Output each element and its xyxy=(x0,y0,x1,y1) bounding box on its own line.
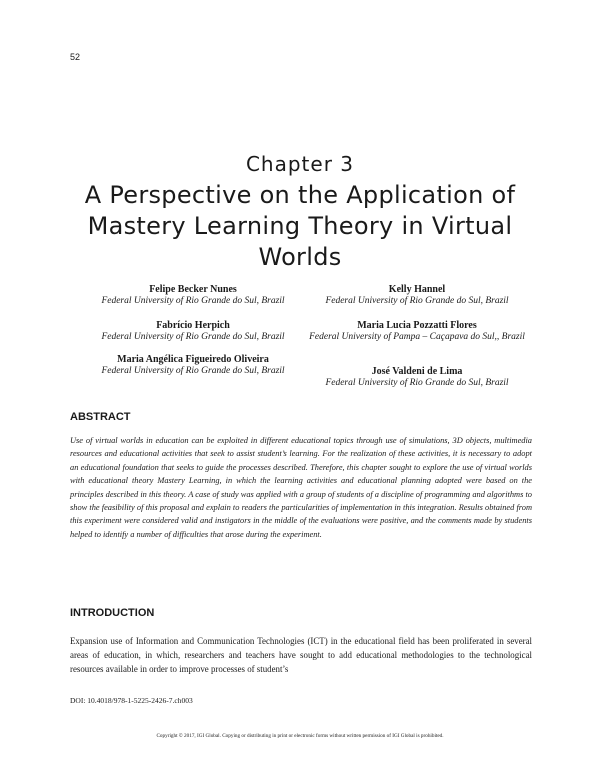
author-affiliation: Federal University of Rio Grande do Sul, Brazil xyxy=(101,296,285,306)
author-affiliation: Federal University of Rio Grande do Sul, Brazil xyxy=(101,366,285,376)
page-number: 52 xyxy=(70,52,81,62)
author-affiliation: Federal University of Rio Grande do Sul, Brazil xyxy=(101,332,285,342)
copyright-notice: Copyright © 2017, IGI Global. Copying or distributing in print or electronic forms without written permission of IGI Global is prohibited. xyxy=(156,733,444,739)
author-affiliation: Federal University of Pampa – Caçapava do Sul,, Brazil xyxy=(309,332,525,342)
introduction-heading: INTRODUCTION xyxy=(70,607,155,619)
introduction-text: Expansion use of Information and Communication Technologies (ICT) in the educational field has been proliferated in several areas of education, in which, researchers and teachers have sought to add educational methodologies to the technological resources available in order to improve processes of student’s xyxy=(70,636,532,674)
author-name: Fabrício Herpich xyxy=(156,320,230,331)
author-name: Maria Lucia Pozzatti Flores xyxy=(357,320,477,331)
author-affiliation: Federal University of Rio Grande do Sul, Brazil xyxy=(325,296,509,306)
abstract-heading: ABSTRACT xyxy=(70,411,131,423)
abstract-text: Use of virtual worlds in education can be exploited in different educational topics through use of simulations, 3D objects, multimedia resources and educational activities that seek to assist student’s learning. For the realization of these activities, it is necessary to adopt an educational foundation that seeks to guide the processes described. Therefore, this chapter sought to explore the use of virtual worlds with educational theory Mastery Learning, in which the learning activities and educational planning adopted were based on the principles described in this theory. A case of study was applied with a group of students of a discipline of programming and algorithms to show the feasibility of this proposal and explain to readers the particularities of implementation in this integration. Results obtained from this experiment were considered valid and instigators in the middle of the evaluations were positive, and the comments made by students helped to identify a number of difficulties that arose during the experiment. xyxy=(70,436,532,539)
doi: DOI: 10.4018/978-1-5225-2426-7.ch003 xyxy=(70,696,193,705)
author-block xyxy=(292,366,542,389)
author-block xyxy=(292,320,542,343)
author-name: José Valdeni de Lima xyxy=(371,366,463,377)
chapter-title: A Perspective on the Application of Mastery Learning Theory in Virtual Worlds xyxy=(84,181,516,271)
author-affiliation: Federal University of Rio Grande do Sul, Brazil xyxy=(325,378,509,388)
author-block xyxy=(68,354,318,377)
author-block xyxy=(292,284,542,307)
chapter-label: Chapter 3 xyxy=(245,152,355,176)
author-name: Kelly Hannel xyxy=(388,284,446,295)
author-block xyxy=(68,320,318,343)
author-block xyxy=(68,284,318,307)
author-name: Maria Angélica Figueiredo Oliveira xyxy=(117,354,269,365)
author-name: Felipe Becker Nunes xyxy=(149,284,237,295)
